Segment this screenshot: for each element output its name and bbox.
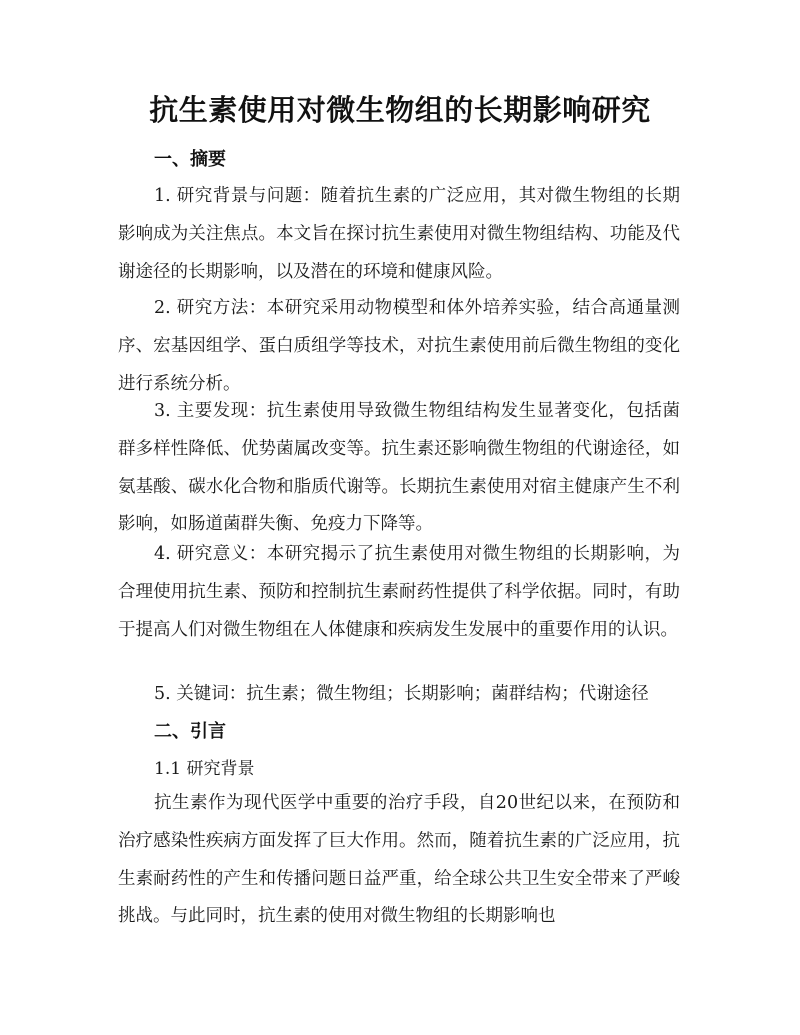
abstract-item-keywords: 5. 关键词：抗生素；微生物组；长期影响；菌群结构；代谢途径 <box>154 684 649 704</box>
abstract-item-findings: 3. 主要发现：抗生素使用导致微生物组结构发生显著变化，包括菌群多样性降低、优势菌属改变等。抗生素还影响微生物组的代谢途径，如氨基酸、碳水化合物和脂质代谢等。长期抗生素使用对宿主健康产生不利影响，如肠道菌群失衡、免疫力下降等。 <box>118 401 680 535</box>
document-title: 抗生素使用对微生物组的长期影响研究 <box>149 93 651 127</box>
section-heading-introduction: 二、引言 <box>154 721 226 742</box>
subsection-heading-background: 1.1 研究背景 <box>154 759 255 779</box>
section-heading-abstract: 一、摘要 <box>154 149 226 170</box>
abstract-item-background: 1. 研究背景与问题：随着抗生素的广泛应用，其对微生物组的长期影响成为关注焦点。本文旨在探讨抗生素使用对微生物组结构、功能及代谢途径的长期影响，以及潜在的环境和健康风险。 <box>118 186 680 282</box>
abstract-item-significance: 4. 研究意义：本研究揭示了抗生素使用对微生物组的长期影响，为合理使用抗生素、预防和控制抗生素耐药性提供了科学依据。同时，有助于提高人们对微生物组在人体健康和疾病发生发展中的重要作用的认识。 <box>118 544 680 640</box>
introduction-paragraph: 抗生素作为现代医学中重要的治疗手段，自20世纪以来，在预防和治疗感染性疾病方面发挥了巨大作用。然而，随着抗生素的广泛应用，抗生素耐药性的产生和传播问题日益严重，给全球公共卫生安全带来了严峻挑战。与此同时，抗生素的使用对微生物组的长期影响也 <box>118 793 680 927</box>
abstract-item-methods: 2. 研究方法：本研究采用动物模型和体外培养实验，结合高通量测序、宏基因组学、蛋白质组学等技术，对抗生素使用前后微生物组的变化进行系统分析。 <box>118 298 680 394</box>
